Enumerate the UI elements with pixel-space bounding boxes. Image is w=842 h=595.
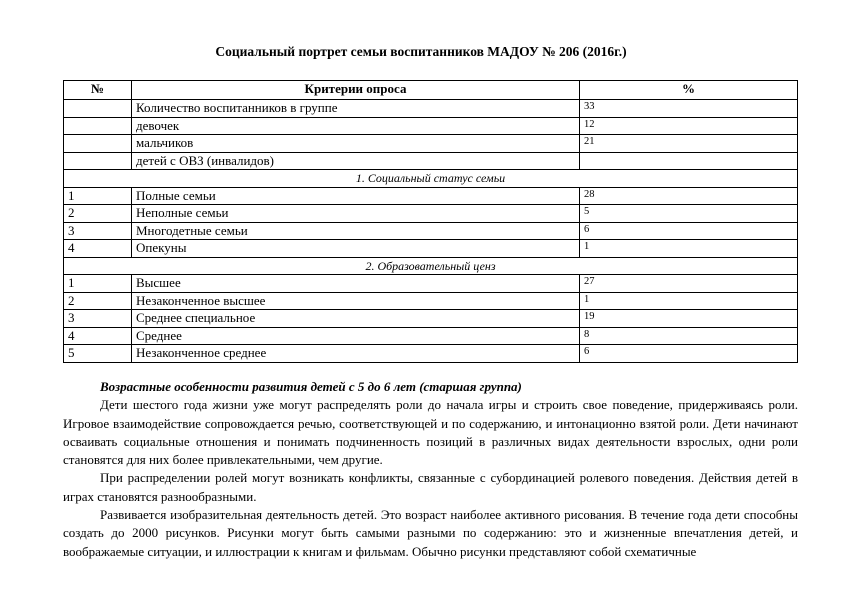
- row-criterion: Среднее: [132, 327, 580, 345]
- row-number: 4: [64, 240, 132, 258]
- section-row: [64, 257, 798, 275]
- table-row: [64, 327, 798, 345]
- row-number: 2: [64, 292, 132, 310]
- paragraph: Дети шестого года жизни уже могут распределять роли до начала игры и строить свое поведение, придерживаясь роли. Игровое взаимодействие сопровождается речью, соответствующей и по содержанию, и интонационно взятой роли. Дети начинают осваивать социальные отношения и понимать подчиненность позиций в различных видах деятельности взрослых, одни роли становятся для них более привлекательными, чем другие.: [63, 397, 798, 468]
- row-number: [64, 135, 132, 153]
- row-value: 12: [580, 117, 798, 135]
- header-criteria: Критерии опроса: [132, 81, 580, 100]
- section-row: [64, 170, 798, 188]
- row-number: 4: [64, 327, 132, 345]
- paragraph: Развивается изобразительная деятельность детей. Это возраст наиболее активного рисования. В течение года дети способны создать до 2000 рисунков. Рисунки могут быть самыми разными по содержанию: это и жизненные впечатления детей, и воображаемые ситуации, и иллюстрации к книгам и фильмам. Обычно рисунки представляют собой схематичные: [63, 507, 798, 559]
- row-value: 28: [580, 187, 798, 205]
- row-number: [64, 100, 132, 118]
- row-value: 5: [580, 205, 798, 223]
- row-criterion: Высшее: [132, 275, 580, 293]
- row-number: 3: [64, 310, 132, 328]
- table-row: [64, 187, 798, 205]
- row-criterion: мальчиков: [132, 135, 580, 153]
- table-row: [64, 240, 798, 258]
- header-percent: %: [580, 81, 798, 100]
- section-label: 1. Социальный статус семьи: [64, 170, 798, 188]
- row-criterion: Количество воспитанников в группе: [132, 100, 580, 118]
- row-number: [64, 117, 132, 135]
- table-row: [64, 310, 798, 328]
- table-row: [64, 345, 798, 363]
- row-number: 1: [64, 187, 132, 205]
- table-row: [64, 152, 798, 170]
- paragraph: При распределении ролей могут возникать конфликты, связанные с субординацией ролевого поведения. Действия детей в играх становятся разнообразными.: [63, 470, 798, 504]
- header-number: №: [64, 81, 132, 100]
- row-number: 2: [64, 205, 132, 223]
- row-criterion: Неполные семьи: [132, 205, 580, 223]
- table-row: [64, 135, 798, 153]
- row-criterion: Многодетные семьи: [132, 222, 580, 240]
- section-label: 2. Образовательный ценз: [64, 257, 798, 275]
- table-row: [64, 275, 798, 293]
- table-row: [64, 292, 798, 310]
- row-criterion: Незаконченное среднее: [132, 345, 580, 363]
- table-row: [64, 100, 798, 118]
- row-value: 6: [580, 345, 798, 363]
- row-criterion: Незаконченное высшее: [132, 292, 580, 310]
- row-criterion: детей с ОВЗ (инвалидов): [132, 152, 580, 170]
- page-title: Социальный портрет семьи воспитанников МАДОУ № 206 (2016г.): [215, 44, 627, 59]
- row-number: 1: [64, 275, 132, 293]
- document-body: [63, 378, 798, 561]
- row-value: 21: [580, 135, 798, 153]
- row-value: [580, 152, 798, 170]
- table-row: [64, 205, 798, 223]
- row-criterion: девочек: [132, 117, 580, 135]
- survey-table: [63, 80, 798, 363]
- row-number: [64, 152, 132, 170]
- table-row: [64, 222, 798, 240]
- row-value: 1: [580, 292, 798, 310]
- row-number: 5: [64, 345, 132, 363]
- row-value: 33: [580, 100, 798, 118]
- row-value: 1: [580, 240, 798, 258]
- row-value: 19: [580, 310, 798, 328]
- row-value: 27: [580, 275, 798, 293]
- row-number: 3: [64, 222, 132, 240]
- table-row: [64, 117, 798, 135]
- table-header-row: [64, 81, 798, 100]
- section-heading: Возрастные особенности развития детей с 5 до 6 лет (старшая группа): [100, 379, 522, 394]
- row-value: 8: [580, 327, 798, 345]
- row-criterion: Среднее специальное: [132, 310, 580, 328]
- row-criterion: Опекуны: [132, 240, 580, 258]
- row-value: 6: [580, 222, 798, 240]
- row-criterion: Полные семьи: [132, 187, 580, 205]
